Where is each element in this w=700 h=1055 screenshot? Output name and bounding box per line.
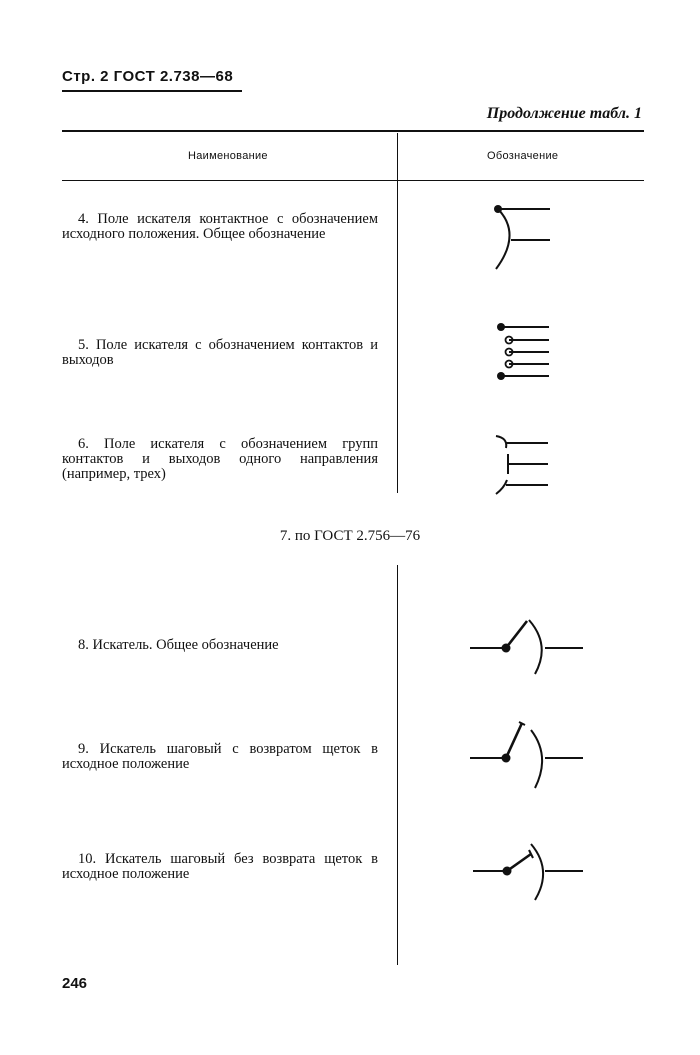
- column-divider-lower: [397, 565, 398, 965]
- table-row-10-text: 10. Искатель шаговый без возврата щеток в исходное положение: [62, 851, 378, 882]
- table-row-4-text: 4. Поле искателя контактное с обозначением исходного положения. Общее обозначение: [62, 211, 378, 242]
- table-row-5-text: 5. Поле искателя с обозначением контактов и выходов: [62, 337, 378, 368]
- table-top-rule: [62, 130, 644, 132]
- contact-field-icon: [480, 196, 560, 276]
- page-header: Стр. 2 ГОСТ 2.738—68: [62, 68, 234, 85]
- column-divider-upper: [397, 133, 398, 493]
- page-number: 246: [62, 975, 88, 992]
- table-continuation-label: Продолжение табл. 1: [486, 105, 642, 122]
- table-row-9-text: 9. Искатель шаговый с возвратом щеток в исходное положение: [62, 741, 378, 772]
- stepping-selector-no-return-icon: [465, 836, 595, 911]
- column-header-symbol: Обозначение: [487, 150, 559, 162]
- selector-icon: [465, 612, 595, 682]
- contact-groups-icon: [488, 428, 568, 498]
- column-header-name: Наименование: [188, 150, 268, 162]
- table-row-7-note: 7. по ГОСТ 2.756—76: [279, 528, 421, 544]
- header-underline: [62, 90, 242, 92]
- table-row-8-text: 8. Искатель. Общее обозначение: [78, 637, 279, 653]
- table-header-rule: [62, 180, 644, 181]
- contacts-outputs-icon: [485, 318, 565, 388]
- table-row-6-text: 6. Поле искателя с обозначением групп контактов и выходов одного направления (например, трех): [62, 436, 378, 482]
- stepping-selector-return-icon: [465, 718, 595, 793]
